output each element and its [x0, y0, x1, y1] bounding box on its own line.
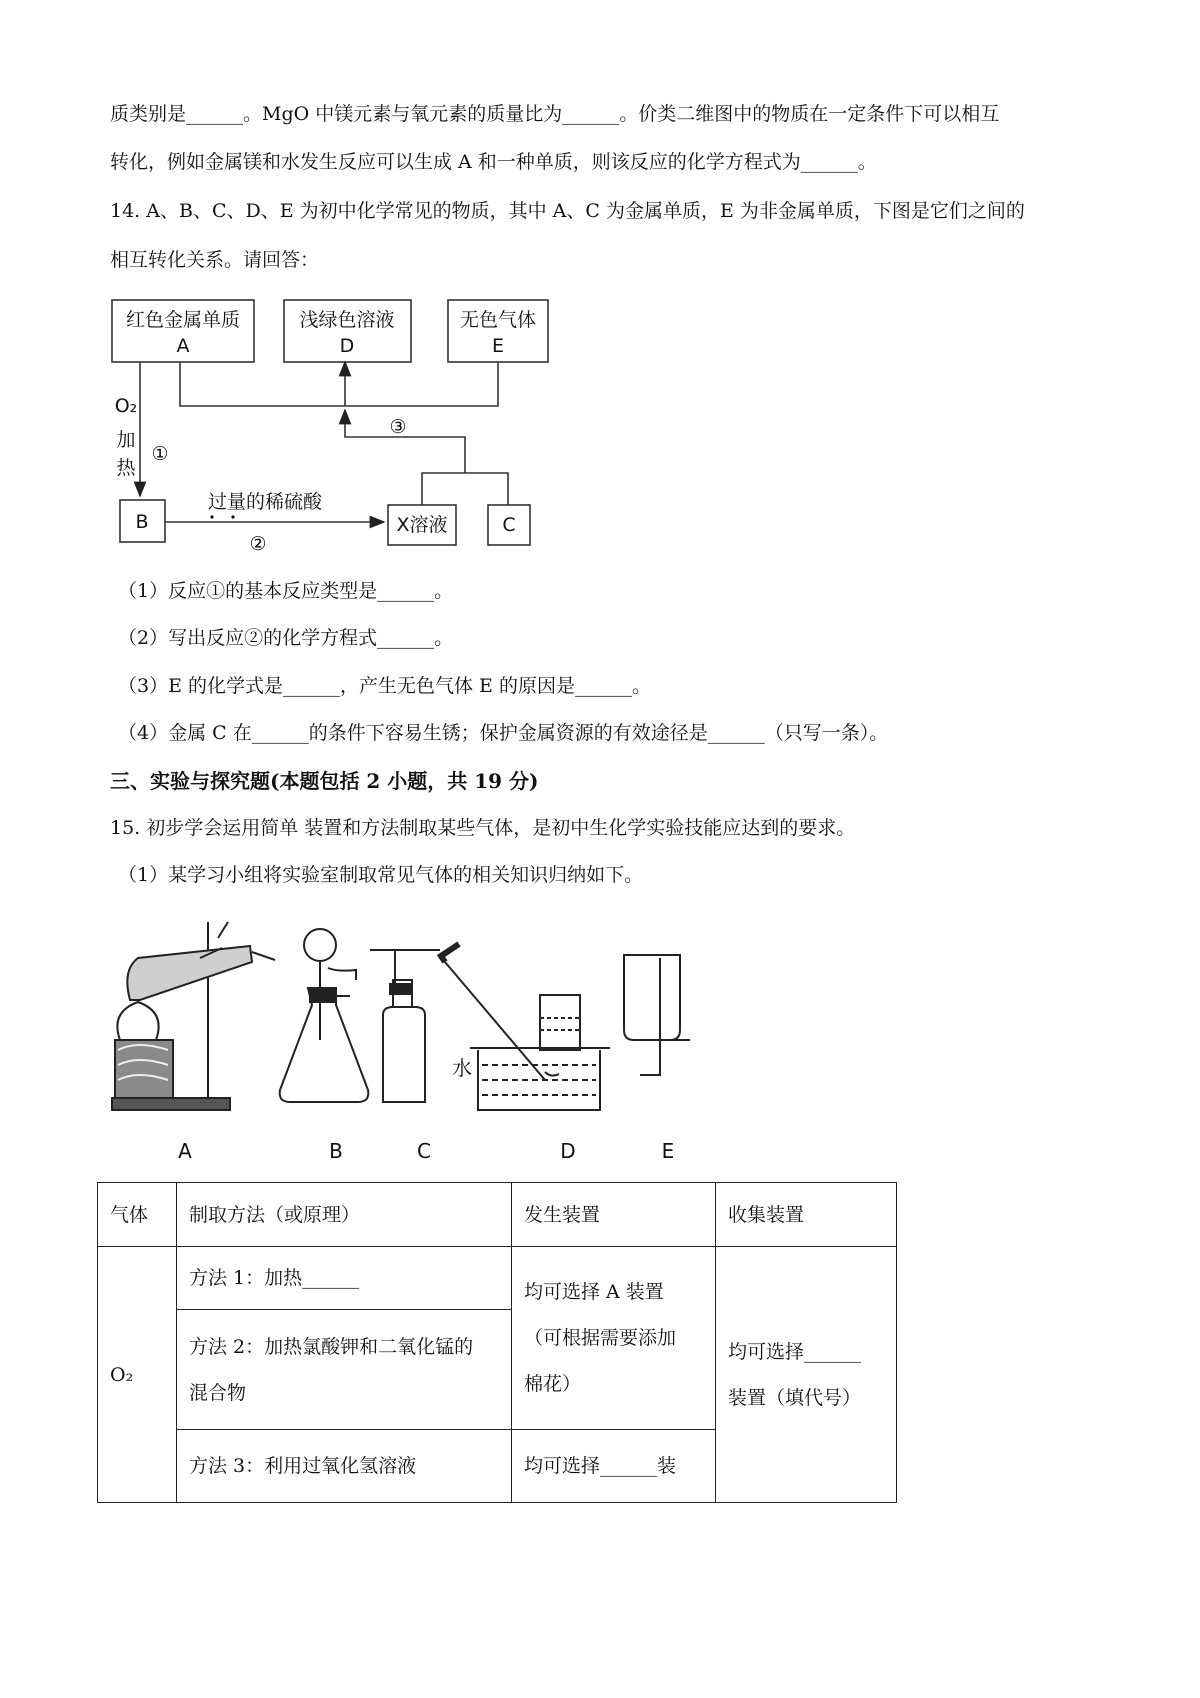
- method-3-cell: 方法 3：利用过氧化氢溶液: [177, 1430, 512, 1503]
- q14-stem-line-1: 14. A、B、C、D、E 为初中化学常见的物质，其中 A、C 为金属单质，E 为非金属单质，下图是它们之间的: [110, 200, 1025, 222]
- q14-sub-1: （1）反应①的基本反应类型是______。: [118, 580, 454, 602]
- generator-12-cell: [512, 1247, 716, 1430]
- table-row: [98, 1247, 897, 1310]
- box-b-label: B: [135, 511, 149, 533]
- apparatus-d: [441, 944, 610, 1110]
- box-d-letter: D: [339, 335, 355, 357]
- gas-preparation-table: [97, 1182, 897, 1503]
- box-x-label: X溶液: [396, 514, 448, 536]
- method-1-cell: 方法 1：加热______: [177, 1247, 512, 1310]
- header-gas: 气体: [98, 1183, 177, 1247]
- reaction-2-label: ②: [249, 533, 267, 555]
- q14-sub-4: （4）金属 C 在______的条件下容易生锈；保护金属资源的有效途径是______（只写一条）。: [118, 722, 889, 744]
- generator-12-line-2: （可根据需要添加: [524, 1327, 677, 1349]
- intro-line-1: 质类别是______。MgO 中镁元素与氧元素的质量比为______。价类二维图中的物质在一定条件下可以相互: [110, 103, 1000, 125]
- apparatus-label-c: C: [417, 1139, 431, 1163]
- collector-line-1: 均可选择______: [728, 1340, 862, 1363]
- o2-label: O₂: [114, 395, 138, 417]
- apparatus-b: [280, 929, 369, 1102]
- generator-12-line-3: 棉花）: [524, 1373, 582, 1395]
- water-label: 水: [452, 1056, 472, 1080]
- reaction-3-label: ③: [389, 416, 407, 438]
- q14-sub-2: （2）写出反应②的化学方程式______。: [118, 627, 454, 649]
- apparatus-c: [370, 950, 440, 1102]
- method-2-line-2: 混合物: [189, 1381, 247, 1404]
- apparatus-a: [112, 922, 275, 1110]
- q14-transformation-diagram: [0, 0, 1200, 570]
- generator-12-line-1: 均可选择 A 装置: [524, 1281, 664, 1303]
- gas-cell: O₂: [98, 1247, 177, 1503]
- apparatus-label-d: D: [560, 1139, 576, 1163]
- apparatus-e: [624, 955, 690, 1075]
- box-c-label: C: [502, 514, 516, 536]
- heat-label-1: 加: [116, 429, 136, 451]
- q14-sub-3: （3）E 的化学式是______，产生无色气体 E 的原因是______。: [118, 675, 651, 697]
- box-a-name: 红色金属单质: [125, 309, 241, 331]
- box-e-name: 无色气体: [459, 309, 537, 331]
- reaction-1-label: ①: [151, 443, 169, 465]
- method-2-line-1: 方法 2：加热氯酸钾和二氧化锰的: [189, 1335, 474, 1358]
- apparatus-label-a: A: [178, 1139, 192, 1163]
- table-header-row: [98, 1183, 897, 1247]
- heat-label-2: 热: [116, 457, 136, 479]
- sulfuric-acid-label: 过量的稀硫酸: [207, 491, 323, 513]
- q15-sub-1: （1）某学习小组将实验室制取常见气体的相关知识归纳如下。: [118, 864, 644, 886]
- box-d-name: 浅绿色溶液: [299, 309, 395, 331]
- apparatus-label-e: E: [661, 1139, 675, 1163]
- apparatus-figure: [0, 900, 1200, 1170]
- q15-stem: 15. 初步学会运用简单 装置和方法制取某些气体，是初中生化学实验技能应达到的要求。: [110, 817, 856, 839]
- box-e-letter: E: [491, 335, 505, 357]
- generator-3-cell: 均可选择______装: [512, 1430, 716, 1503]
- apparatus-label-b: B: [329, 1139, 343, 1163]
- section-3-title: 三、实验与探究题(本题包括 2 小题，共 19 分): [110, 769, 539, 793]
- intro-line-2: 转化，例如金属镁和水发生反应可以生成 A 和一种单质，则该反应的化学方程式为______。: [110, 151, 877, 173]
- box-a-letter: A: [176, 335, 190, 357]
- header-collector: 收集装置: [716, 1183, 897, 1247]
- header-generator: 发生装置: [512, 1183, 716, 1247]
- header-method: 制取方法（或原理）: [177, 1183, 512, 1247]
- collector-line-2: 装置（填代号）: [728, 1386, 862, 1409]
- q14-stem-line-2: 相互转化关系。请回答：: [110, 249, 320, 271]
- collector-cell: [716, 1247, 897, 1503]
- method-2-cell: [177, 1310, 512, 1430]
